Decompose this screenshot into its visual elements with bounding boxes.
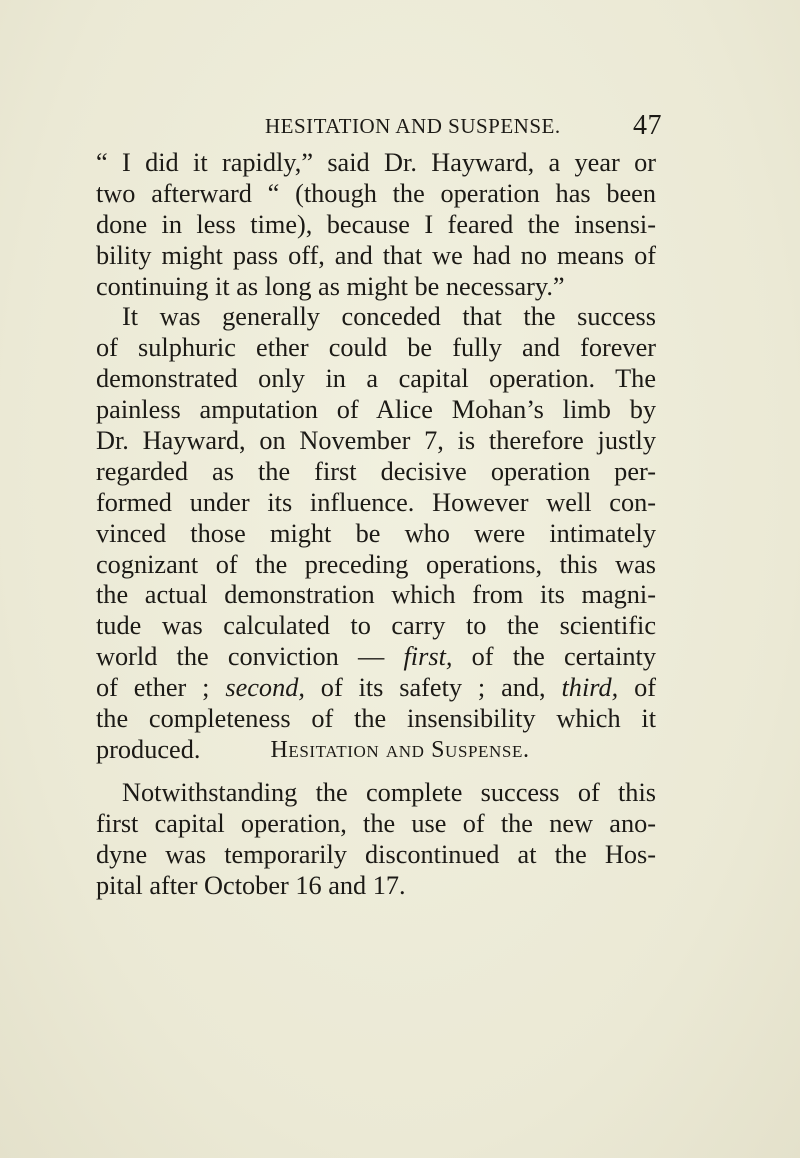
- text-segment: of its safety ; and,: [304, 673, 562, 703]
- text-line: dyne was temporarily discontinued at the Hos-: [96, 839, 656, 869]
- text-line: Notwithstanding the complete success of this: [122, 778, 656, 807]
- text-line: pital after October 16 and 17.: [96, 870, 406, 900]
- section-heading: Hesitation and Suspense.: [270, 737, 530, 763]
- page-number: 47: [633, 110, 662, 141]
- emphasis-third: third,: [561, 673, 619, 703]
- text-line: Dr. Hayward, on November 7, is therefore justly: [96, 426, 656, 456]
- text-line: painless amputation of Alice Mohan’s limb by: [96, 395, 656, 425]
- body-text: [96, 148, 656, 766]
- text-segment: of the certainty: [452, 642, 656, 672]
- text-line: [96, 642, 656, 673]
- text-line: the completeness of the insensibility which it: [96, 704, 656, 734]
- text-line: cognizant of the preceding operations, this was: [96, 549, 656, 579]
- text-line: formed under its influence. However well con-: [96, 487, 656, 517]
- text-line: of sulphuric ether could be fully and forever: [96, 333, 656, 363]
- text-segment: world the conviction —: [96, 642, 404, 672]
- running-head: [265, 110, 670, 144]
- text-line: two afterward “ (though the operation has been: [96, 178, 656, 208]
- emphasis-second: second,: [225, 673, 305, 703]
- text-line: regarded as the first decisive operation per-: [96, 456, 656, 486]
- text-line: the actual demonstration which from its magni-: [96, 580, 656, 610]
- emphasis-first: first,: [403, 642, 453, 672]
- text-segment: of: [618, 673, 656, 703]
- text-line: done in less time), because I feared the insensi-: [96, 209, 656, 239]
- body-text-continued: [96, 778, 656, 902]
- text-line: continuing it as long as might be necessary.”: [96, 271, 565, 301]
- text-line: vinced those might be who were intimately: [96, 518, 656, 548]
- text-line: tude was calculated to carry to the scientific: [96, 611, 656, 641]
- text-line: produced.: [96, 734, 201, 764]
- text-line: first capital operation, the use of the new ano-: [96, 808, 656, 838]
- text-line: “ I did it rapidly,” said Dr. Hayward, a year or: [96, 148, 656, 177]
- text-line: bility might pass off, and that we had no means of: [96, 240, 656, 270]
- text-segment: of ether ;: [96, 673, 226, 703]
- text-line: [96, 673, 656, 704]
- text-line: It was generally conceded that the success: [122, 302, 656, 332]
- running-title: HESITATION AND SUSPENSE.: [265, 114, 561, 138]
- text-line: demonstrated only in a capital operation. The: [96, 364, 656, 394]
